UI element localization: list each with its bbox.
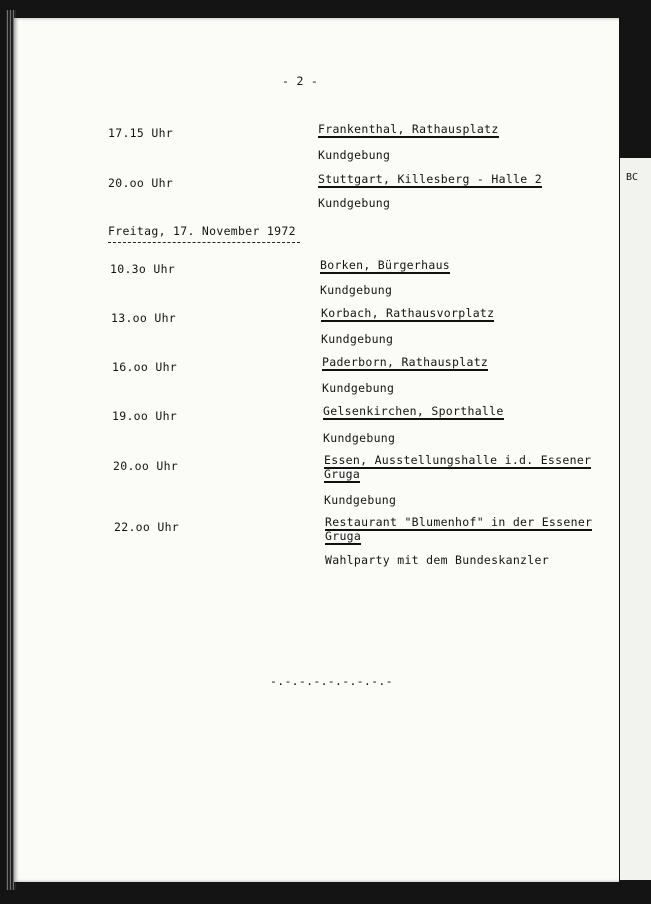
entry-time: 20.oo Uhr <box>113 459 179 473</box>
entry-time: 22.oo Uhr <box>114 520 180 534</box>
entry-event: Kundgebung <box>324 493 397 507</box>
entry-time: 19.oo Uhr <box>112 409 178 423</box>
end-mark: -.-.-.-.-.-.-.-.- <box>270 674 393 688</box>
entry-place: Stuttgart, Killesberg - Halle 2 <box>318 172 542 186</box>
document-page <box>14 18 619 882</box>
entry-event: Kundgebung <box>318 196 391 210</box>
entry-place-line1: Essen, Ausstellungshalle i.d. Essener <box>324 453 592 467</box>
entry-place: Gelsenkirchen, Sporthalle <box>323 404 504 418</box>
day-heading: Freitag, 17. November 1972 <box>108 224 296 238</box>
entry-event: Kundgebung <box>322 381 395 395</box>
entry-event: Wahlparty mit dem Bundeskanzler <box>325 553 549 567</box>
entry-event: Kundgebung <box>320 283 393 297</box>
entry-place: Frankenthal, Rathausplatz <box>318 122 499 136</box>
entry-event: Kundgebung <box>323 431 396 445</box>
entry-time: 10.3o Uhr <box>110 262 176 276</box>
entry-time: 13.oo Uhr <box>111 311 177 325</box>
entry-place: Borken, Bürgerhaus <box>320 258 451 272</box>
entry-event: Kundgebung <box>321 332 394 346</box>
entry-place-line1: Restaurant "Blumenhof" in der Essener <box>325 515 593 529</box>
entry-place-line2: Gruga <box>325 529 362 543</box>
entry-place: Korbach, Rathausvorplatz <box>321 306 495 320</box>
entry-place-line2: Gruga <box>324 467 361 481</box>
day-heading-underline <box>108 242 300 243</box>
entry-place: Paderborn, Rathausplatz <box>322 355 489 369</box>
adjacent-page-fragment: BC <box>626 172 639 183</box>
entry-event: Kundgebung <box>318 148 391 162</box>
entry-time: 17.15 Uhr <box>108 126 174 140</box>
entry-time: 16.oo Uhr <box>112 360 178 374</box>
entry-time: 20.oo Uhr <box>108 176 174 190</box>
page-number: - 2 - <box>282 74 319 88</box>
adjacent-page-strip <box>620 158 651 880</box>
